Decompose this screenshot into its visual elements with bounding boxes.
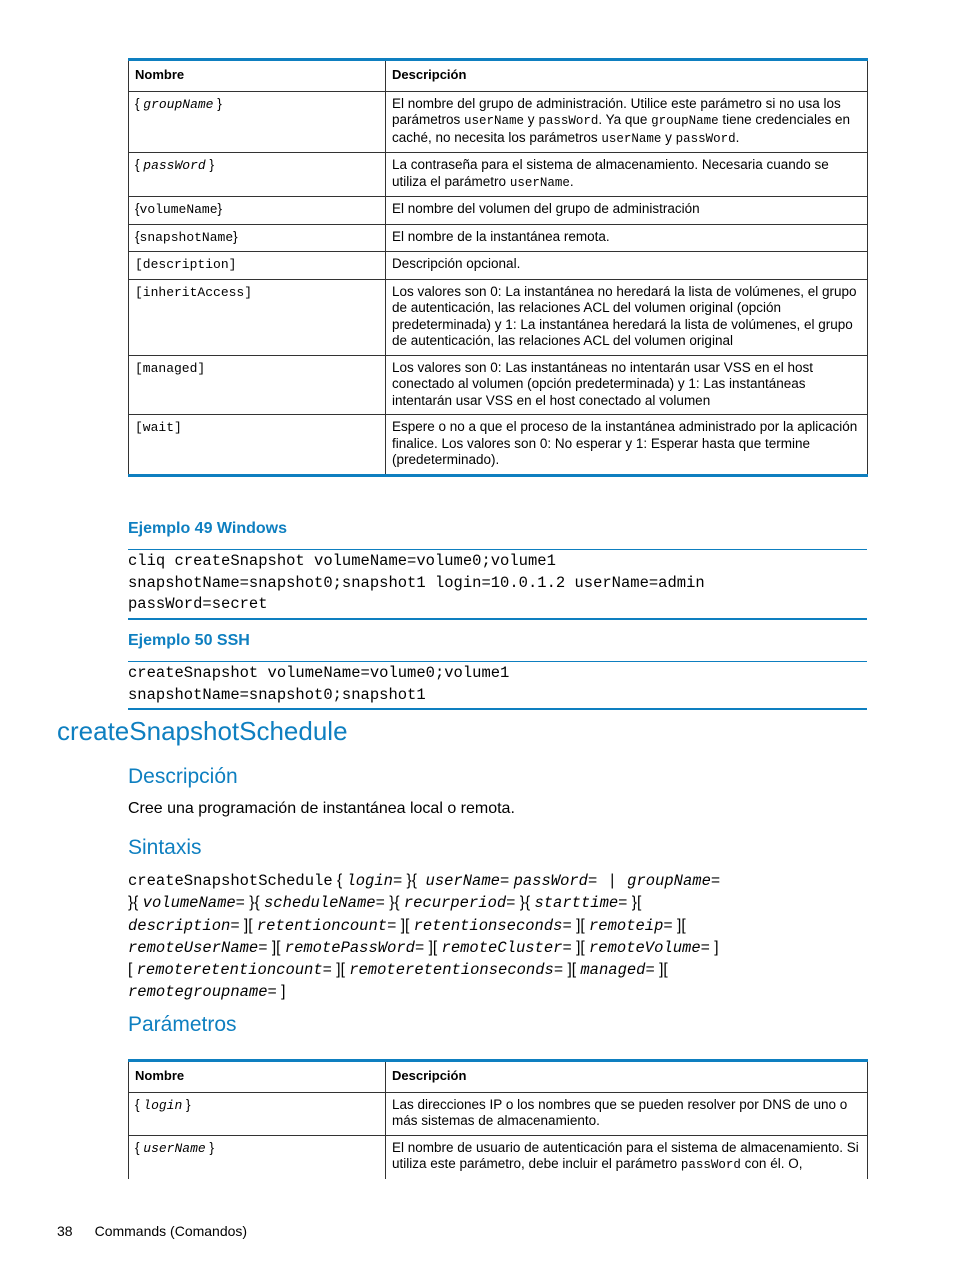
- section-title: createSnapshotSchedule: [57, 716, 348, 746]
- syntax-param: remoteUserName=: [128, 938, 268, 957]
- syntax-param: managed=: [580, 961, 655, 980]
- table-row: [129, 279, 868, 355]
- param-description: Descripción opcional.: [386, 252, 868, 280]
- brace: {: [135, 228, 140, 244]
- desc-text: El nombre del grupo de administración. Utilice este parámetro si no usa los parámetros: [392, 95, 841, 127]
- desc-text: . Ya que: [598, 112, 652, 127]
- syntax-block: createSnapshotSchedule { login= }{ userName= passWord= | groupName= }{ volumeName= }{ scheduleName= }{ recurperiod= }{ starttime= }[ description= ][ retentioncount= ][ retentionseconds= ][ remoteip= ][ remoteUserName= ][ remotePassWord= ][ remoteCluster= ][ remoteVolume= ] [ remoteretentioncount= ][ remoteretentionseconds= ][ managed= ][ remotegroupname= ]: [128, 872, 721, 1002]
- syntax-param: remoteVolume=: [589, 938, 710, 957]
- table-row: [129, 355, 868, 415]
- param-description: [386, 1135, 868, 1179]
- inline-code: passWord: [675, 131, 736, 146]
- param-code: login: [143, 1097, 183, 1113]
- desc-text: y: [661, 129, 676, 145]
- table-row: [129, 197, 868, 225]
- param-description: El nombre de la instantánea remota.: [386, 224, 868, 252]
- example-49-title: Ejemplo 49 Windows: [128, 520, 287, 537]
- param-code: [wait]: [135, 420, 182, 435]
- syntax-param: login=: [346, 872, 403, 890]
- table-row: [129, 91, 868, 153]
- desc-text: El nombre de usuario de autenticación para el sistema de almacenamiento. Si utiliza este parámetro, debe incluir el parámetro: [392, 1139, 859, 1171]
- header-name: Nombre: [129, 1061, 386, 1093]
- page-footer: [57, 1223, 247, 1239]
- parameters-table: [128, 1059, 868, 1179]
- param-code: [managed]: [135, 360, 206, 376]
- param-name: [129, 415, 386, 476]
- desc-text: .: [569, 173, 574, 189]
- param-code: [description]: [135, 257, 237, 272]
- syntax-heading: Sintaxis: [128, 836, 202, 859]
- brace: {: [135, 1139, 144, 1155]
- example-49-code: [128, 549, 867, 620]
- syntax-param: description=: [128, 916, 240, 935]
- description-heading: Descripción: [128, 765, 238, 788]
- syntax-separator: |: [610, 872, 615, 889]
- parameters-heading: Parámetros: [128, 1013, 237, 1036]
- desc-text: con él. O,: [740, 1156, 803, 1171]
- param-name: [129, 91, 386, 153]
- page-number: 38: [57, 1223, 73, 1239]
- example-50-code: [128, 661, 867, 710]
- syntax-param: userName=: [425, 872, 510, 890]
- param-name: [129, 1092, 386, 1135]
- brace: {: [135, 95, 144, 111]
- syntax-param: remotegroupname=: [128, 983, 277, 1002]
- brace: }: [217, 201, 223, 216]
- param-name: [129, 1135, 386, 1179]
- example-50-title: Ejemplo 50 SSH: [128, 632, 250, 649]
- brace: {: [135, 1096, 144, 1112]
- inline-code: userName: [509, 175, 570, 190]
- code-line: passWord=secret: [128, 595, 268, 613]
- param-name: [129, 197, 386, 225]
- table-row: [129, 252, 868, 280]
- table-row: [129, 415, 868, 476]
- param-name: [129, 355, 386, 415]
- syntax-param: remoteretentioncount=: [136, 961, 332, 980]
- brace: }: [233, 228, 238, 244]
- syntax-param: remoteip=: [589, 916, 673, 935]
- param-description: [386, 91, 868, 153]
- inline-code: passWord: [538, 114, 599, 128]
- desc-text: La contraseña para el sistema de almacenamiento. Necesaria cuando se utiliza el parámetro: [392, 157, 829, 189]
- param-description: Las direcciones IP o los nombres que se pueden resolver por DNS de uno o más sistemas de almacenamiento.: [386, 1092, 868, 1135]
- syntax-param: retentionseconds=: [413, 916, 572, 935]
- code-line: createSnapshot volumeName=volume0;volume1: [128, 664, 510, 682]
- param-code: groupName: [143, 96, 214, 112]
- inline-code: userName: [464, 114, 525, 128]
- table-row: [129, 153, 868, 197]
- header-description: Descripción: [386, 60, 868, 92]
- param-description: Espere o no a que el proceso de la instantánea administrado por la aplicación finalice. Los valores son 0: No esperar y 1: Esperar hasta que termine (predeterminado).: [386, 415, 868, 476]
- syntax-param: passWord=: [513, 872, 598, 890]
- param-code: volumeName: [139, 202, 218, 217]
- param-name: [129, 252, 386, 280]
- param-name: [129, 224, 386, 252]
- param-name: [129, 279, 386, 355]
- param-name: [129, 153, 386, 197]
- code-line: snapshotName=snapshot0;snapshot1 login=10.0.1.2 userName=admin: [128, 573, 705, 592]
- header-description: Descripción: [386, 1061, 868, 1093]
- code-line: snapshotName=snapshot0;snapshot1: [128, 685, 426, 704]
- param-description: Los valores son 0: La instantánea no heredará la lista de volúmenes, el grupo de autenticación, las relaciones ACL del volumen original (opción predeterminada) y 1: La instantánea heredará la lista de volúmenes, el grupo de autenticación, las relaciones ACL del volumen original: [386, 279, 868, 355]
- syntax-param: recurperiod=: [403, 894, 516, 913]
- brace: {: [135, 201, 140, 216]
- desc-text: .: [735, 129, 740, 145]
- syntax-param: starttime=: [534, 894, 628, 913]
- table-row: [129, 1092, 868, 1135]
- inline-code: passWord: [680, 1158, 741, 1172]
- description-text: Cree una programación de instantánea local o remota.: [128, 800, 515, 817]
- syntax-param: groupName=: [627, 872, 721, 890]
- brace: }: [205, 157, 214, 172]
- code-line: cliq createSnapshot volumeName=volume0;volume1: [128, 552, 556, 570]
- brace: }: [182, 1096, 191, 1112]
- syntax-param: retentioncount=: [256, 916, 397, 935]
- inline-code: userName: [601, 131, 662, 146]
- brace: }: [213, 95, 222, 111]
- parameters-table-continued: [128, 58, 868, 477]
- param-code: snapshotName: [139, 229, 234, 245]
- desc-text: tiene credenciales en caché, no necesita los parámetros: [392, 112, 850, 145]
- syntax-param: remoteretentionseconds=: [349, 961, 564, 980]
- syntax-param: scheduleName=: [263, 894, 385, 913]
- param-description: Los valores son 0: Las instantáneas no intentarán usar VSS en el host conectado al volumen (opción predeterminada) y 1: Las instantáneas intentarán usar VSS en el host conectado al volumen: [386, 355, 868, 415]
- param-description: El nombre del volumen del grupo de administración: [386, 197, 868, 225]
- header-name: Nombre: [129, 60, 386, 92]
- param-description: [386, 153, 868, 197]
- brace: {: [135, 157, 144, 172]
- syntax-param: remoteCluster=: [441, 938, 572, 957]
- syntax-param: volumeName=: [142, 894, 245, 913]
- param-code: passWord: [143, 158, 206, 173]
- table-row: [129, 224, 868, 252]
- param-code: [inheritAccess]: [135, 284, 253, 300]
- inline-code: groupName: [651, 114, 719, 128]
- desc-text: y: [524, 112, 539, 127]
- syntax-param: remotePassWord=: [284, 938, 425, 957]
- syntax-command: createSnapshotSchedule: [128, 872, 333, 890]
- table-header-row: [129, 1061, 868, 1093]
- brace: }: [205, 1139, 214, 1155]
- table-header-row: [129, 60, 868, 92]
- param-code: userName: [143, 1140, 206, 1156]
- table-row: [129, 1135, 868, 1179]
- footer-title: Commands (Comandos): [94, 1223, 248, 1239]
